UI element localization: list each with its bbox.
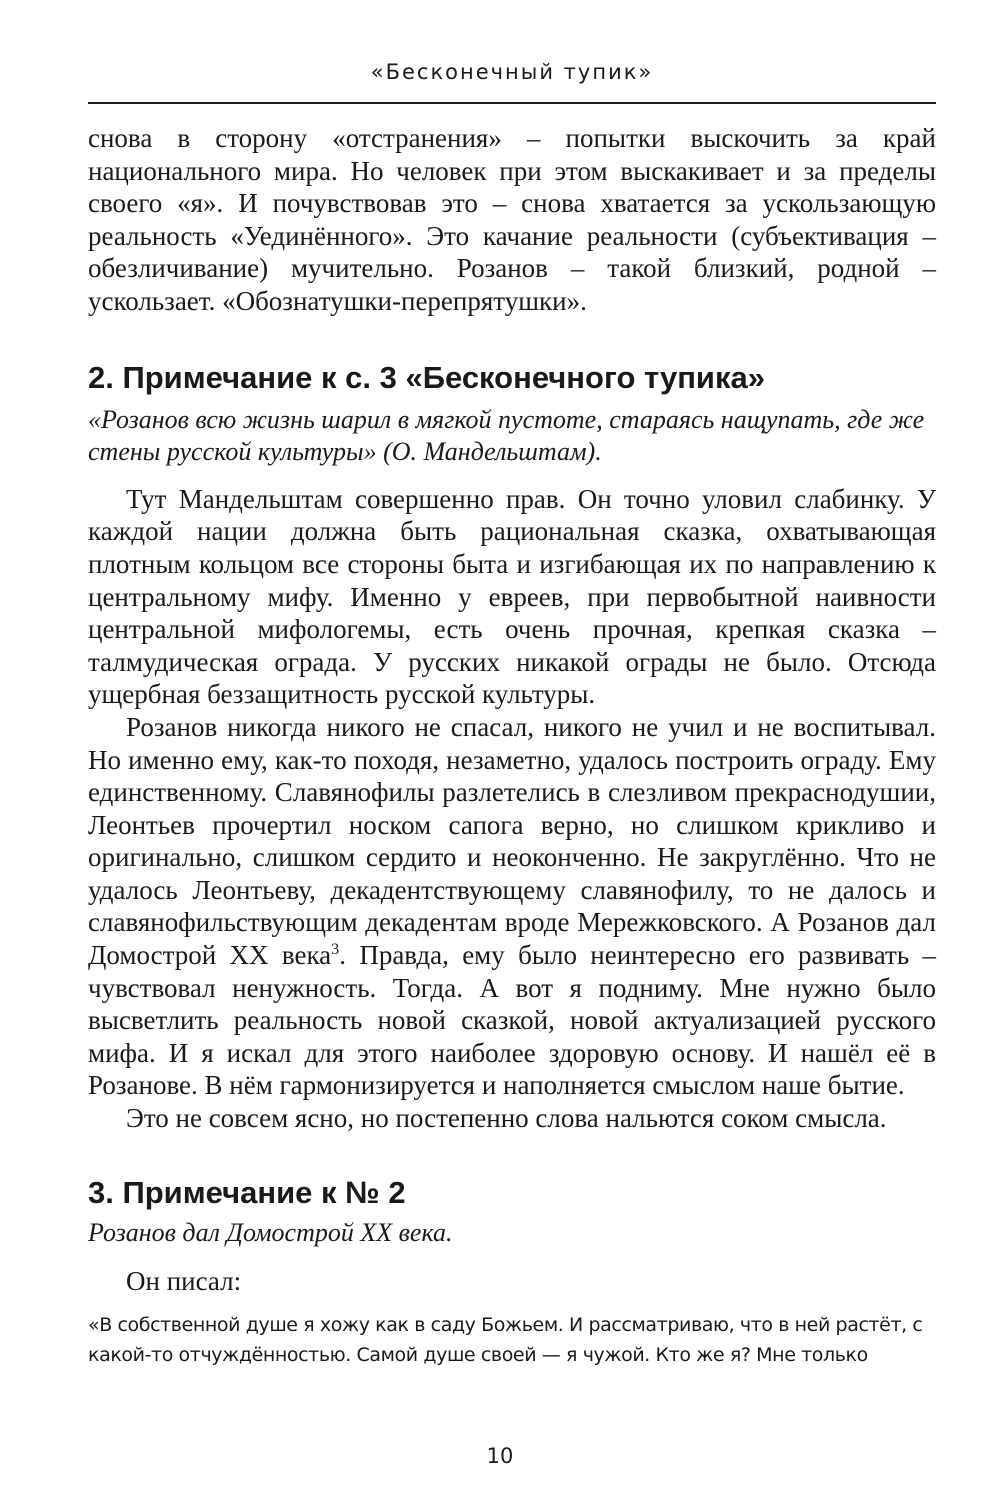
page-content	[88, 122, 936, 1370]
section-3-heading: 3. Примечание к № 2	[88, 1174, 406, 1210]
section-2-epigraph: «Розанов всю жизнь шарил в мягкой пустоте, стараясь нащупать, где же стены русской культуры» (О. Мандельштам).	[88, 404, 925, 467]
section-3-quote: «В собственной душе я хожу как в саду Божьем. И рассматриваю, что в ней растёт, с какой-то отчуждённостью. Самой душе своей — я чужой. Кто же я? Мне только	[88, 1313, 923, 1366]
section-2-paragraph-2	[88, 711, 936, 1102]
page-number: 10	[486, 1444, 514, 1468]
paragraph-2-text-before: Розанов никогда никого не спасал, никого не учил и не воспитывал. Но именно ему, как-то походя, незаметно, удалось построить ограду. Ему единственному. Славянофилы разлетелись в слезливом прекраснодушии, Леонтьев прочертил носком сапога верно, но слишком крикливо и оригинально, слишком сердито и неоконченно. Не закруглённо. Что не удалось Леонтьеву, декадентствующему славянофилу, то не далось и славянофильствующим декадентам вроде Мережковского. А Розанов дал Домострой XX века	[88, 711, 936, 971]
running-title: «Бесконечный тупик»	[370, 60, 654, 84]
section-2-paragraph-3: Это не совсем ясно, но постепенно слова нальются соком смысла.	[126, 1103, 887, 1134]
footnote-marker: 3	[331, 940, 340, 959]
section-2-heading: 2. Примечание к с. 3 «Бесконечного тупика»	[88, 359, 765, 395]
intro-paragraph: снова в сторону «отстранения» – попытки выскочить за край национального мира. Но человек при этом выскакивает и за пределы своего «я». И почувствовав это – снова хватается за ускользающую реальность «Уединённого». Это качание реальности (субъективация – обезличивание) мучительно. Розанов – такой близкий, родной – ускользает. «Обознатушки-перепрятушки».	[88, 123, 936, 316]
section-3-lead: Он писал:	[126, 1266, 242, 1297]
section-2-paragraph-1: Тут Мандельштам совершенно прав. Он точно уловил слабинку. У каждой нации должна быть рациональная сказка, охватывающая плотным кольцом все стороны быта и изгибающая их по направлению к центральному мифу. Именно у евреев, при первобытной наивности центральной мифологемы, есть очень прочная, крепкая сказка – талмудическая ограда. У русских никакой ограды не было. Отсюда ущербная беззащитность русской культуры.	[88, 483, 936, 710]
section-3-epigraph: Розанов дал Домострой XX века.	[88, 1217, 453, 1247]
header-rule	[88, 102, 936, 104]
paragraph-2-text-after: . Правда, ему было неинтересно его развивать – чувствовал ненужность. Тогда. А вот я подниму. Мне нужно было высветлить реальность новой сказкой, новой актуализацией русского мифа. И я искал для этого наиболее здоровую основу. И нашёл её в Розанове. В нём гармонизируется и наполняется смыслом наше бытие.	[88, 940, 936, 1101]
